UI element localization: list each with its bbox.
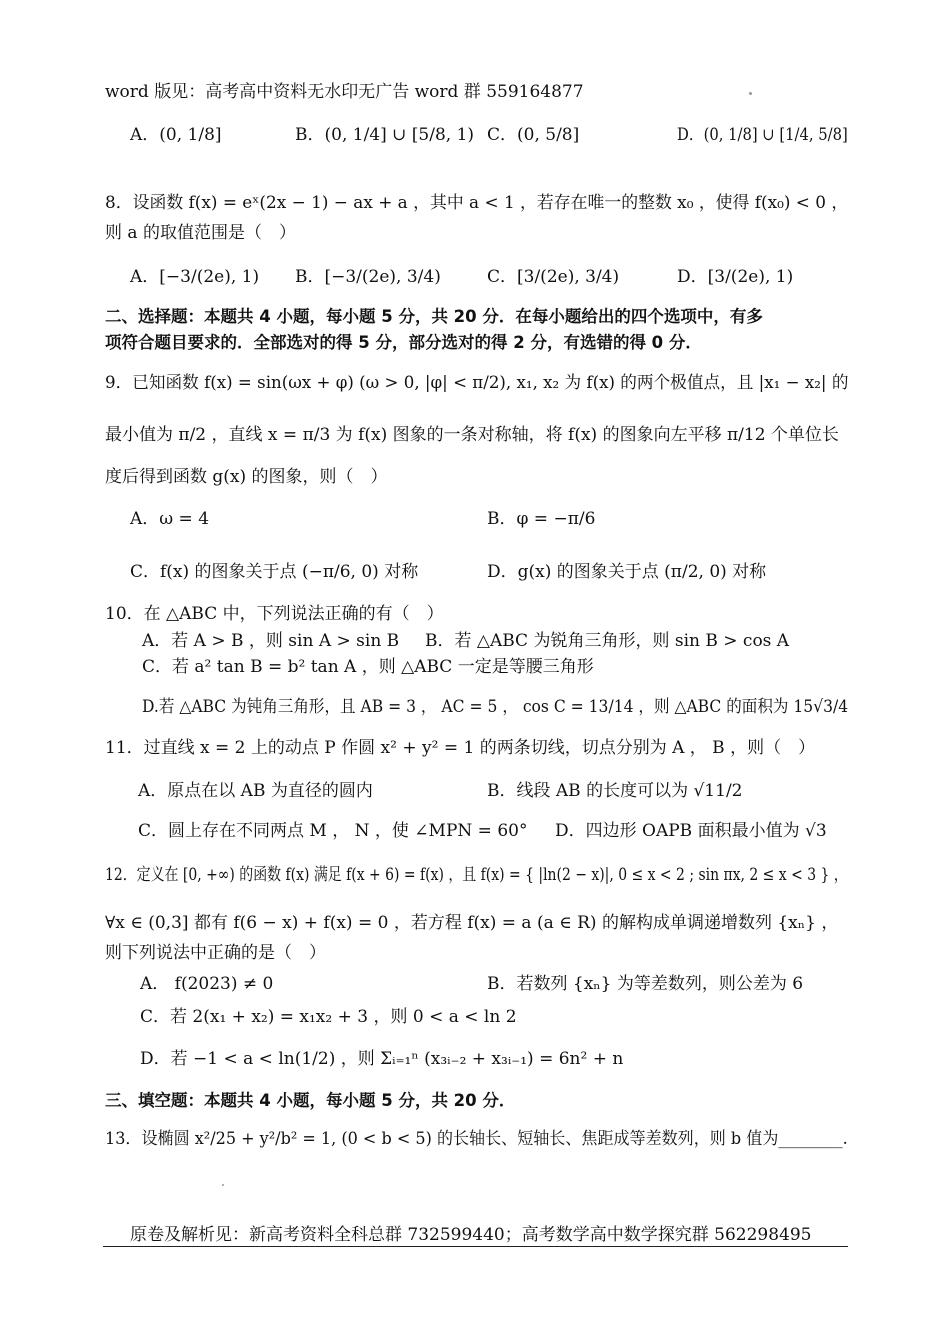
q12-option-c: C．若 2(x₁ + x₂) = x₁x₂ + 3 ，则 0 < a < ln 2 [140, 1007, 517, 1027]
q11-option-d: D．四边形 OAPB 面积最小值为 √3 [555, 821, 827, 841]
q8-option-a: A．[−3/(2e), 1) [130, 267, 260, 287]
q10-option-c: C．若 a² tan B = b² tan A ，则 △ABC 一定是等腰三角形 [142, 657, 594, 677]
header-text: word 版见：高考高中资料无水印无广告 word 群 559164877 [105, 82, 584, 102]
q9-option-b: B．φ = −π/6 [487, 509, 596, 529]
q7-option-c: C．(0, 5/8] [487, 125, 580, 145]
q12-option-b: B．若数列 {xₙ} 为等差数列，则公差为 6 [487, 974, 804, 994]
q8-option-c: C．[3/(2e), 3/4) [487, 267, 620, 287]
q11-option-c: C．圆上存在不同两点 M ， N ，使 ∠MPN = 60° [138, 821, 528, 841]
q12-stem-line2: ∀x ∈ (0,3] 都有 f(6 − x) + f(x) = 0 ，若方程 f(x) = a (a ∈ R) 的解构成单调递增数列 {xₙ} ， [105, 913, 839, 933]
q9-option-a: A．ω = 4 [130, 509, 210, 529]
section3-heading: 三、填空题：本题共 4 小题，每小题 5 分，共 20 分． [105, 1091, 516, 1110]
q9-stem-line3: 度后得到函数 g(x) 的图象，则（ ） [105, 467, 388, 487]
q9-option-d: D．g(x) 的图象关于点 (π/2, 0) 对称 [487, 562, 767, 582]
footer-text: 原卷及解析见：新高考资料全科总群 732599440；高考数学高中数学探究群 562298495 [130, 1225, 812, 1245]
q12-stem-line3: 则下列说法中正确的是（ ） [105, 943, 326, 963]
q9-stem-line2: 最小值为 π/2 ，直线 x = π/3 为 f(x) 图象的一条对称轴，将 f(x) 的图象向左平移 π/12 个单位长 [105, 425, 839, 445]
q12-option-a: A． f(2023) ≠ 0 [140, 974, 274, 994]
decorative-dot [222, 1184, 224, 1186]
q7-option-a: A．(0, 1/8] [130, 125, 222, 145]
q11-option-a: A．原点在以 AB 为直径的圆内 [138, 781, 373, 801]
q10-option-b: B．若 △ABC 为锐角三角形，则 sin B > cos A [425, 631, 790, 651]
q12-stem-line1: 12．定义在 [0, +∞) 的函数 f(x) 满足 f(x + 6) = f(x) ，且 f(x) = { |ln(2 − x)|, 0 ≤ x < 2 ; sin πx, 2 ≤ x < 3 } ， [105, 865, 848, 885]
footer-rule [103, 1246, 848, 1247]
q10-option-d: D.若 △ABC 为钝角三角形，且 AB = 3 ， AC = 5 ， cos C = 13/14 ，则 △ABC 的面积为 15√3/4 [142, 697, 849, 717]
q12-option-d: D．若 −1 < a < ln(1/2) ，则 Σᵢ₌₁ⁿ (x₃ᵢ₋₂ + x₃ᵢ₋₁) = 6n² + n [140, 1049, 624, 1069]
decorative-dot [749, 92, 752, 95]
q8-option-d: D．[3/(2e), 1) [677, 267, 794, 287]
q11-stem: 11．过直线 x = 2 上的动点 P 作圆 x² + y² = 1 的两条切线，切点分别为 A ， B ，则（ ） [105, 738, 816, 758]
q13-stem: 13．设椭圆 x²/25 + y²/b² = 1, (0 < b < 5) 的长轴长、短轴长、焦距成等差数列，则 b 值为________. [105, 1129, 848, 1149]
q10-option-a: A．若 A > B ，则 sin A > sin B [142, 631, 400, 651]
q11-option-b: B．线段 AB 的长度可以为 √11/2 [487, 781, 743, 801]
section2-heading-line1: 二、选择题：本题共 4 小题，每小题 5 分，共 20 分．在每小题给出的四个选项中，有多 [105, 307, 763, 326]
q10-stem: 10．在 △ABC 中，下列说法正确的有（ ） [105, 604, 444, 624]
q8-stem-line2: 则 a 的取值范围是（ ） [105, 223, 296, 243]
q7-option-d: D．(0, 1/8] ∪ [1/4, 5/8] [677, 125, 848, 145]
q9-option-c: C．f(x) 的图象关于点 (−π/6, 0) 对称 [130, 562, 419, 582]
section2-heading-line2: 项符合题目要求的．全部选对的得 5 分，部分选对的得 2 分，有选错的得 0 分． [105, 333, 702, 352]
q9-stem-line1: 9．已知函数 f(x) = sin(ωx + φ) (ω > 0, |φ| < π/2), x₁, x₂ 为 f(x) 的两个极值点，且 |x₁ − x₂| 的 [105, 373, 849, 393]
q7-option-b: B．(0, 1/4] ∪ [5/8, 1) [295, 125, 475, 145]
q8-stem-line1: 8．设函数 f(x) = eˣ(2x − 1) − ax + a ，其中 a < 1 ，若存在唯一的整数 x₀ ，使得 f(x₀) < 0 ， [105, 193, 849, 213]
q8-option-b: B．[−3/(2e), 3/4) [295, 267, 441, 287]
